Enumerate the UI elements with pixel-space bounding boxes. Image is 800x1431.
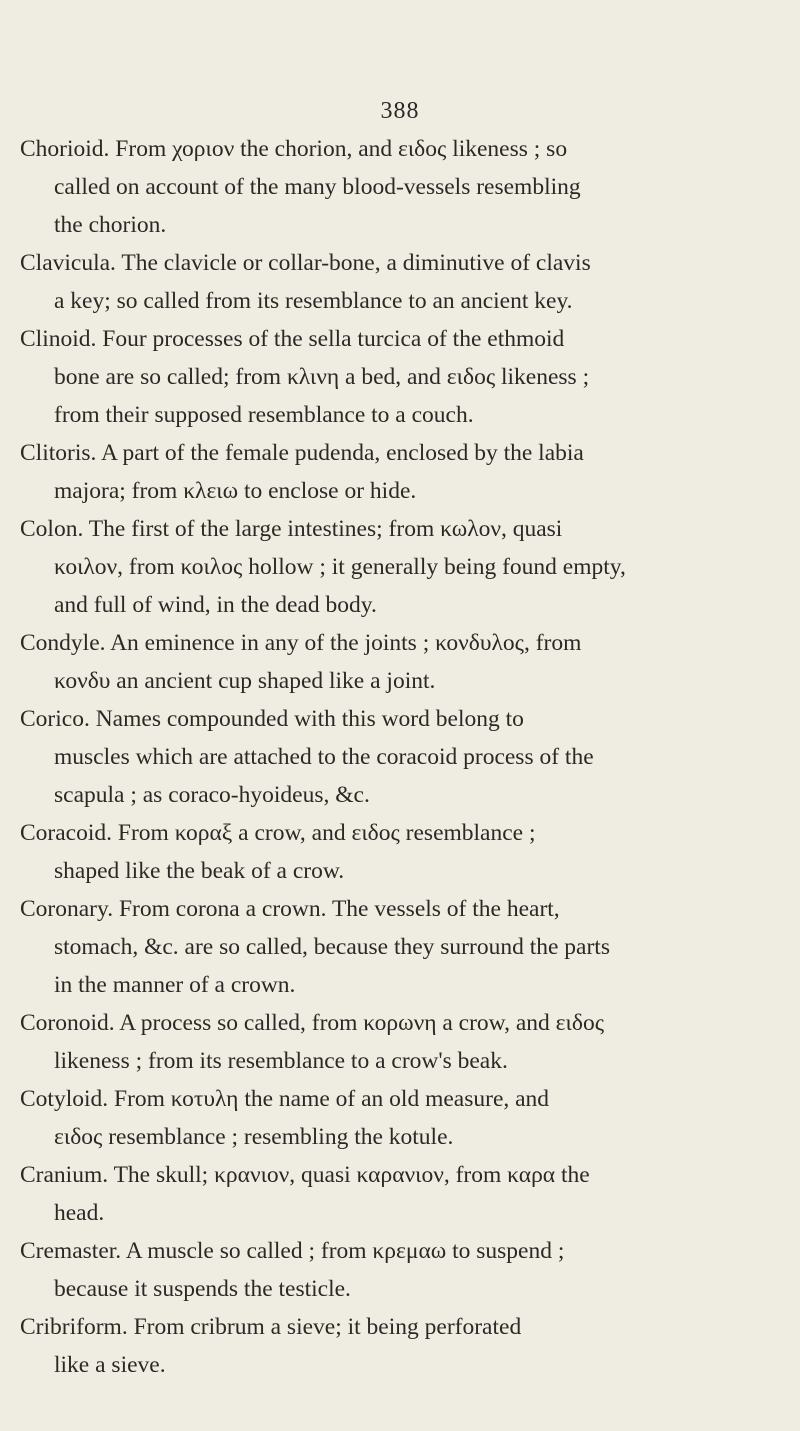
entry-continuation-line: ειδος resemblance ; resembling the kotule. (54, 1124, 454, 1150)
glossary-entry (20, 1004, 790, 1080)
glossary-entries (20, 130, 790, 1384)
glossary-entry (20, 814, 790, 890)
entry-first-line: Chorioid. From χοριον the chorion, and ειδος likeness ; so (20, 136, 568, 162)
entry-first-line: Cotyloid. From κοτυλη the name of an old measure, and (20, 1086, 550, 1112)
glossary-entry (20, 1156, 790, 1232)
entry-first-line: Clitoris. A part of the female pudenda, enclosed by the labia (20, 440, 584, 466)
entry-first-line: Clavicula. The clavicle or collar-bone, a diminutive of clavis (20, 250, 591, 276)
entry-continuation-line: majora; from κλειω to enclose or hide. (54, 478, 417, 504)
entry-continuation-line: the chorion. (54, 212, 167, 238)
glossary-entry (20, 434, 790, 510)
entry-continuation-line: like a sieve. (54, 1352, 166, 1378)
glossary-entry (20, 624, 790, 700)
entry-continuation-line: shaped like the beak of a crow. (54, 858, 345, 884)
entry-continuation-line: κοιλον, from κοιλος hollow ; it generally being found empty, (54, 554, 626, 580)
glossary-entry (20, 510, 790, 624)
entry-first-line: Coronoid. A process so called, from κορωνη a crow, and ειδος (20, 1010, 605, 1036)
glossary-entry (20, 1232, 790, 1308)
entry-continuation-line: muscles which are attached to the coracoid process of the (54, 744, 594, 770)
glossary-entry (20, 1080, 790, 1156)
entry-first-line: Corico. Names compounded with this word belong to (20, 706, 524, 732)
glossary-entry (20, 890, 790, 1004)
glossary-entry (20, 700, 790, 814)
entry-continuation-line: and full of wind, in the dead body. (54, 592, 377, 618)
glossary-entry (20, 244, 790, 320)
entry-first-line: Coracoid. From κοραξ a crow, and ειδος resemblance ; (20, 820, 536, 846)
entry-continuation-line: head. (54, 1200, 105, 1226)
entry-first-line: Cranium. The skull; κρανιον, quasi καρανιον, from καρα the (20, 1162, 590, 1188)
entry-continuation-line: from their supposed resemblance to a couch. (54, 402, 474, 428)
entry-continuation-line: because it suspends the testicle. (54, 1276, 351, 1302)
glossary-entry (20, 1308, 790, 1384)
entry-continuation-line: κονδυ an ancient cup shaped like a joint. (54, 668, 436, 694)
entry-continuation-line: a key; so called from its resemblance to an ancient key. (54, 288, 573, 314)
entry-first-line: Cremaster. A muscle so called ; from κρεμαω to suspend ; (20, 1238, 565, 1264)
entry-continuation-line: scapula ; as coraco-hyoideus, &c. (54, 782, 370, 808)
entry-continuation-line: bone are so called; from κλινη a bed, and ειδος likeness ; (54, 364, 590, 390)
entry-continuation-line: in the manner of a crown. (54, 972, 296, 998)
entry-first-line: Condyle. An eminence in any of the joints ; κονδυλος, from (20, 630, 582, 656)
entry-first-line: Coronary. From corona a crown. The vessels of the heart, (20, 896, 560, 922)
entry-first-line: Colon. The first of the large intestines; from κωλον, quasi (20, 516, 563, 542)
entry-first-line: Cribriform. From cribrum a sieve; it being perforated (20, 1314, 522, 1340)
entry-continuation-line: called on account of the many blood-vessels resembling (54, 174, 581, 200)
glossary-entry (20, 320, 790, 434)
entry-first-line: Clinoid. Four processes of the sella turcica of the ethmoid (20, 326, 565, 352)
entry-continuation-line: stomach, &c. are so called, because they surround the parts (54, 934, 610, 960)
entry-continuation-line: likeness ; from its resemblance to a crow's beak. (54, 1048, 508, 1074)
page-number: 388 (380, 98, 420, 124)
glossary-entry (20, 130, 790, 244)
